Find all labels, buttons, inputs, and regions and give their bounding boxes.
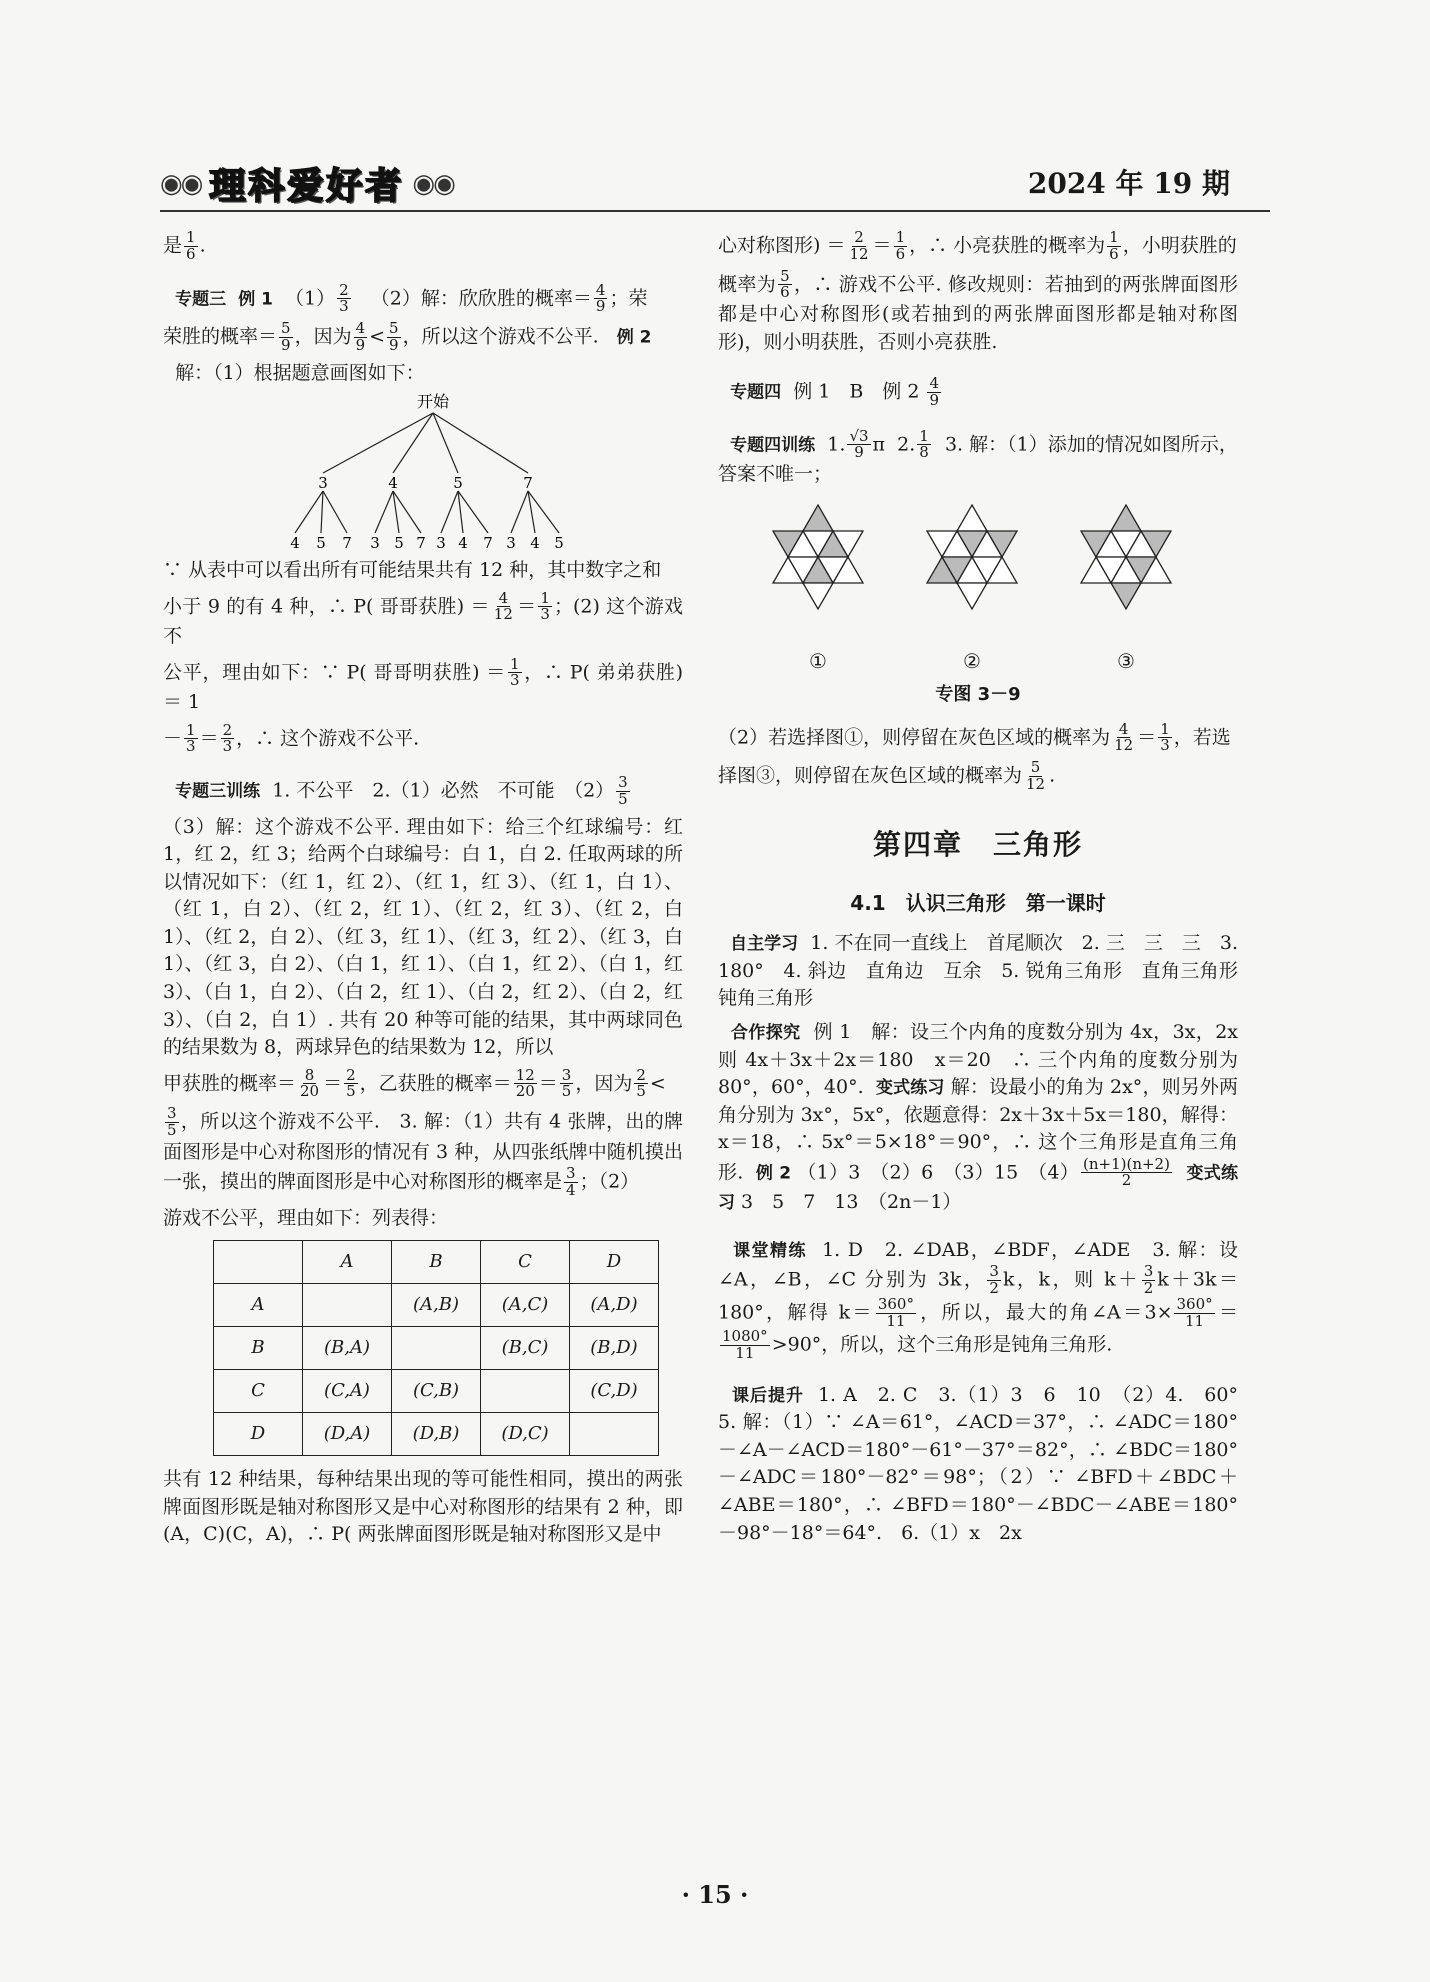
tree-leaf: 4 xyxy=(530,534,540,552)
figure-label: ③ xyxy=(1117,648,1135,673)
table-row-head: B xyxy=(214,1327,303,1370)
figure-caption: 专图 3－9 xyxy=(935,683,1021,705)
tree-leaf: 7 xyxy=(416,534,426,552)
paragraph: $\frac{3}{5}$ ，所以这个游戏不公平. 3. 解：（1）共有 4 张牌，出的牌面图形是中心对称图形的情况有 3 种，从四张纸牌中随机摸出一张，摸出的牌面图形是中心对称图形的概率是 $\frac{3}{4}$ ；（2） xyxy=(163,1104,683,1199)
paragraph: 共有 12 种结果，每种结果出现的等可能性相同，摸出的两张牌面图形既是轴对称图形又是中心对称图形的结果有 2 种，即(A，C)(C，A)，∴ P( 两张牌面图形既是轴对称图形又是中 xyxy=(163,1468,683,1546)
table-cell: (B,C) xyxy=(481,1327,570,1370)
table-row xyxy=(214,1284,659,1327)
ornament-left-icon: ◉◉ xyxy=(160,168,202,199)
table-corner xyxy=(214,1241,303,1284)
tree-leaf: 5 xyxy=(554,534,564,552)
table-cell: (D,C) xyxy=(481,1413,570,1456)
hexagram-icon xyxy=(912,499,1032,639)
topic4-answers: 专题四 例 1 B 例 2 $\frac{4}{9}$ xyxy=(730,374,939,409)
figure-label: ① xyxy=(809,648,827,673)
table-cell: (C,A) xyxy=(303,1370,392,1413)
table-row-head: A xyxy=(214,1284,303,1327)
magazine-logo: 理科爱好者 xyxy=(209,166,405,207)
paragraph: （3）解：这个游戏不公平. 理由如下：给三个红球编号：红 1，红 2，红 3；给两个白球编号：白 1，白 2. 任取两球的所以情况如下：（红 1，红 2）、（红 1，红 3）、（红 1，白 1）、（红 1，白 2）、（红 2，红 1）、（红 2，红 3）、（红 2，白 1）、（红 2，白 2）、（红 3，红 1）、（红 3，红 2）、（红 3，白 1）、（红 3，白 2）、（白 1，红 1）、（白 1，红 2）、（白 1，红 3）、（白 1，白 2）、（白 2，红 1）、（白 2，红 2）、（白 2，红 3）、（白 2，白 1）. 共有 20 种等可能的结果，其中两球同色的结果数为 8，两球异色的结果数为 12，所以 xyxy=(163,815,683,1059)
table-row xyxy=(214,1370,659,1413)
tree-leaf: 5 xyxy=(394,534,404,552)
tree-leaf: 5 xyxy=(316,534,326,552)
paragraph: ∵ 从表中可以看出所有可能结果共有 12 种，其中数字之和 xyxy=(163,559,662,582)
table-row-head: D xyxy=(214,1413,303,1456)
table-cell: (B,D) xyxy=(570,1327,659,1370)
tree-root: 开始 xyxy=(416,393,450,412)
table-cell: (C,B) xyxy=(392,1370,481,1413)
tree-leaf: 4 xyxy=(458,534,468,552)
chapter-title: 第四章 三角形 xyxy=(872,827,1083,861)
tree-leaf: 7 xyxy=(483,534,493,552)
tree-leaf: 3 xyxy=(436,534,446,552)
table-cell xyxy=(303,1284,392,1327)
table-cell xyxy=(481,1370,570,1413)
ornament-right-icon: ◉◉ xyxy=(412,168,454,199)
paragraph: 是 $\frac{1}{6}$ . xyxy=(163,228,206,263)
tree-diagram xyxy=(283,393,603,551)
paragraph: （2）若选择图①，则停留在灰色区域的概率为 $\frac{4}{12}$ ＝ $\frac{1}{3}$ ，若选 xyxy=(718,719,1231,755)
table-header: C xyxy=(481,1241,570,1284)
table-header: D xyxy=(570,1241,659,1284)
hexagram-icon xyxy=(1066,499,1186,639)
figure-label: ② xyxy=(963,648,981,673)
table-cell: (A,B) xyxy=(392,1284,481,1327)
masthead xyxy=(160,158,454,209)
table-row xyxy=(214,1241,659,1284)
star-figure-1 xyxy=(758,499,878,676)
outcome-table xyxy=(213,1240,659,1456)
paragraph: － $\frac{1}{3}$ ＝ $\frac{2}{3}$ ，∴ 这个游戏不公平. xyxy=(163,720,420,756)
table-cell: (B,A) xyxy=(303,1327,392,1370)
tree-leaf: 7 xyxy=(342,534,352,552)
table-cell: (C,D) xyxy=(570,1370,659,1413)
paragraph: 甲获胜的概率＝ $\frac{8}{20}$ ＝ $\frac{2}{5}$ ，乙获胜的概率＝ $\frac{12}{20}$ ＝ $\frac{3}{5}$ ，因为 $\frac{2}{5}$ < xyxy=(163,1065,666,1101)
page-number: · 15 · xyxy=(681,1880,749,1909)
tree-leaf: 3 xyxy=(506,534,516,552)
tree-node: 5 xyxy=(453,474,463,493)
paragraph: 概率为 $\frac{5}{6}$ ，∴ 游戏不公平. 修改规则：若抽到的两张牌面图形都是中心对称图形(或若抽到的两张牌面图形都是轴对称图形)，则小明获胜，否则小亮获胜. xyxy=(718,266,1238,353)
paragraph: 课堂精练 1. D 2. ∠DAB，∠BDF，∠ADE 3. 解：设∠A，∠B，∠C 分别为 3k， $\frac{3}{2}$ k，k，则 k＋ $\frac{3}{2}$ k＋3k＝180°，解得 k＝ $\frac{360^\circ}{11}$ ，所以，最大的角∠A＝3× $\frac{360^\circ}{11}$ ＝ $\frac{1080^\circ}{11}$ >90°，所以，这个三角形是钝角三角形. xyxy=(718,1238,1239,1363)
table-cell: (A,D) xyxy=(570,1284,659,1327)
paragraph: 公平，理由如下：∵ P( 哥哥明获胜) ＝ $\frac{1}{3}$ ，∴ P( 弟弟获胜) ＝ 1 xyxy=(163,654,683,714)
table-cell xyxy=(570,1413,659,1456)
paragraph: 心对称图形) ＝ $\frac{2}{12}$ ＝ $\frac{1}{6}$ ，∴ 小亮获胜的概率为 $\frac{1}{6}$ ，小明获胜的 xyxy=(718,228,1237,263)
table-cell xyxy=(392,1327,481,1370)
section-title: 4.1 认识三角形 第一课时 xyxy=(850,891,1106,916)
table-cell: (D,B) xyxy=(392,1413,481,1456)
paragraph: 荣胜的概率＝ $\frac{5}{9}$ ，因为 $\frac{4}{9}$ < $\frac{5}{9}$ ，所以这个游戏不公平. 例 2 xyxy=(163,319,652,354)
paragraph: 解：（1）根据题意画图如下： xyxy=(175,361,425,384)
tree-node: 4 xyxy=(388,474,398,493)
paragraph: 课后提升 1. A 2. C 3.（1）3 6 10 （2）4. 60° 5. 解：（1）∵ ∠A＝61°，∠ACD＝37°，∴ ∠ADC＝180°－∠A－∠ACD＝180°－61°－37°＝82°，∴ ∠BDC＝180°－∠ADC＝180°－82°＝98°；（2）∵ ∠BFD＋∠BDC＋∠ABE＝180°，∴ ∠BFD＝180°－∠BDC－∠ABE＝180°－98°－18°＝64°. 6.（1）x 2x xyxy=(718,1383,1257,1544)
table-cell: (A,C) xyxy=(481,1284,570,1327)
tree-node: 3 xyxy=(318,474,328,493)
star-figures xyxy=(758,499,1238,676)
table-cell: (D,A) xyxy=(303,1413,392,1456)
paragraph: 小于 9 的有 4 种，∴ P( 哥哥获胜) ＝ $\frac{4}{12}$ ＝ $\frac{1}{3}$ ；(2) 这个游戏不 xyxy=(163,588,683,648)
paragraph: 自主学习 1. 不在同一直线上 首尾顺次 2. 三 三 三 3. 180° 4. 斜边 直角边 互余 5. 锐角三角形 直角三角形 钝角三角形 xyxy=(718,932,1258,1010)
table-row-head: C xyxy=(214,1370,303,1413)
paragraph: 游戏不公平，理由如下：列表得： xyxy=(163,1206,449,1229)
header-rule xyxy=(160,210,1270,212)
right-column xyxy=(718,228,1258,1553)
star-figure-2 xyxy=(912,499,1032,676)
hexagram-icon xyxy=(758,499,878,639)
tree-leaf: 3 xyxy=(370,534,380,552)
topic3-answers: 专题三 例 1 （1） $\frac{2}{3}$ （2）解：欣欣胜的概率＝ $\frac{4}{9}$ ；荣 xyxy=(175,280,648,316)
star-figure-3 xyxy=(1066,499,1186,676)
left-column xyxy=(163,230,683,1555)
topic3-training: 专题三训练 1. 不公平 2.（1）必然 不可能 （2） $\frac{3}{5}$ xyxy=(175,773,628,808)
table-header: A xyxy=(303,1241,392,1284)
topic4-training: 专题四训练 1. $\frac{√3}{9}$ π 2. $\frac{1}{8}$ 3. 解：（1）添加的情况如图所示，答案不唯一； xyxy=(718,426,1238,486)
paragraph: 择图③，则停留在灰色区域的概率为 $\frac{5}{12}$ . xyxy=(718,758,1056,793)
tree-node: 7 xyxy=(523,474,533,493)
tree-leaf: 4 xyxy=(290,534,300,552)
paragraph: 合作探究 例 1 解：设三个内角的度数分别为 4x，3x，2x 则 4x＋3x＋2x＝180 x＝20 ∴ 三个内角的度数分别为 80°，60°，40°. 变式练习 解：设最小的角为 2x°，则另外两角分别为 3x°，5x°，依题意得：2x＋3x＋5x＝180，解得：x＝18，∴ 5x°＝5×18°＝90°，∴ 这个三角形是直角三角形. 例 2 （1）3 （2）6 （3）15 （4） $\frac{(n+1)(n+2)}{2}$ 变式练习 3 5 7 13 （2n－1） xyxy=(718,1020,1258,1214)
table-header: B xyxy=(392,1241,481,1284)
table-row xyxy=(214,1327,659,1370)
issue-label: 2024 年 19 期 xyxy=(1027,167,1230,200)
table-row xyxy=(214,1413,659,1456)
